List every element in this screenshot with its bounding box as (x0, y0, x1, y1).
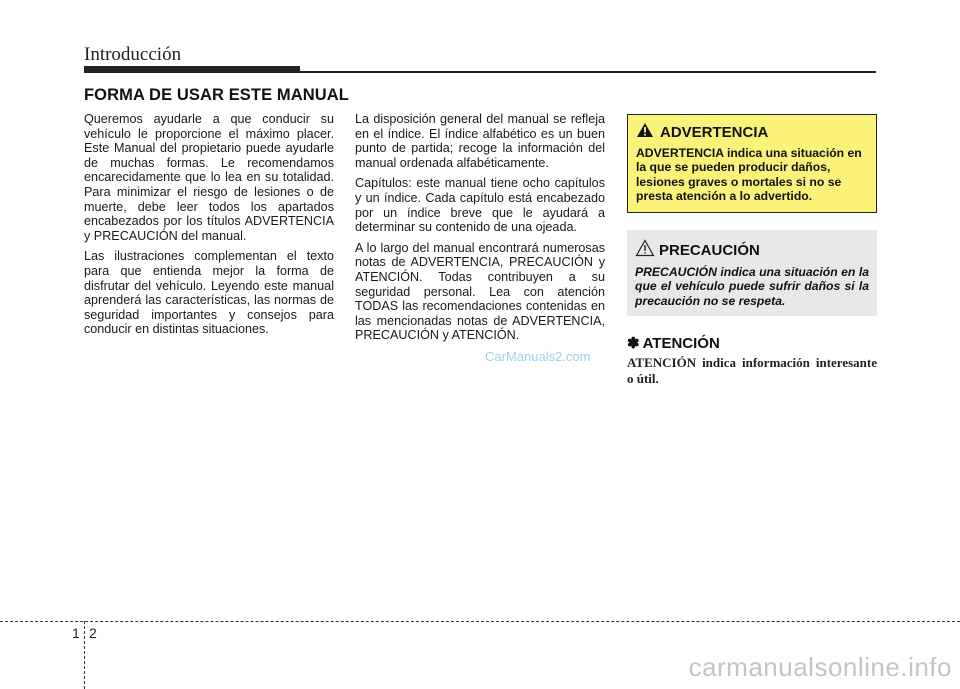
paragraph: La disposición general del manual se refleja en el índice. El índice alfabético es un buen punto de partida; recoge la información del manual ordenada alfabéticamente. (355, 112, 605, 170)
paragraph: Las ilustraciones complementan el texto para que entienda mejor la forma de disfrutar del vehículo. Leyendo este manual aprenderá las características, las normas de seguridad importantes y consejos para conducir en distintas situaciones. (84, 249, 334, 337)
header-rule (84, 71, 876, 73)
warning-box-title: ADVERTENCIA (660, 123, 769, 141)
caution-box-header (635, 239, 869, 261)
note-title-label: ATENCIÓN (642, 334, 720, 352)
section-title: FORMA DE USAR ESTE MANUAL (84, 86, 349, 104)
header-title: Introducción (84, 44, 182, 65)
column-1 (84, 112, 334, 343)
page-number: 2 (89, 625, 97, 641)
warning-triangle-icon (636, 122, 654, 143)
note-text: ATENCIÓN indica información interesante o útil. (627, 355, 877, 386)
caution-box-title: PRECAUCIÓN (659, 241, 760, 259)
asterisk-icon: ✽ (627, 335, 640, 352)
watermark-middle: CarManuals2.com (485, 349, 591, 364)
chapter-number: 1 (72, 625, 80, 641)
paragraph: A lo largo del manual encontrará numerosas notas de ADVERTENCIA, PRECAUCIÓN y ATENCIÓN. Todas contribuyen a su seguridad personal. Lea con atención TODAS las recomendaciones contenidas en las mencionadas notas de ADVERTENCIA, PRECAUCIÓN y ATENCIÓN. (355, 240, 605, 343)
caution-box-text: PRECAUCIÓN indica una situación en la que el vehículo puede sufrir daños si la precaución no se respeta. (635, 265, 869, 308)
caution-box (627, 230, 877, 316)
watermark-bottom[interactable]: carmanualsonline.info (688, 652, 952, 682)
footer-divider (84, 621, 85, 689)
column-2 (355, 112, 605, 349)
warning-box-header (636, 121, 868, 143)
paragraph: Queremos ayudarle a que conducir su vehículo le proporcione el máximo placer. Este Manual del propietario puede ayudarle de muchas formas. Le recomendamos encarecidamente que lo lea en su totalidad. Para minimizar el riesgo de lesiones o de muerte, debe leer todos los apartados encabezados por los títulos ADVERTENCIA y PRECAUCIÓN del manual. (84, 112, 334, 243)
footer-rule (0, 621, 960, 622)
note-title (627, 334, 720, 352)
paragraph: Capítulos: este manual tiene ocho capítulos y un índice. Cada capítulo está encabezado por un índice breve que le ayudará a determinar su contenido de una ojeada. (355, 176, 605, 235)
caution-triangle-icon (635, 239, 655, 262)
warning-box-text: ADVERTENCIA indica una situación en la que se pueden producir daños, lesiones graves o mortales si no se presta atención a lo advertido. (636, 146, 862, 204)
warning-box (627, 114, 877, 213)
